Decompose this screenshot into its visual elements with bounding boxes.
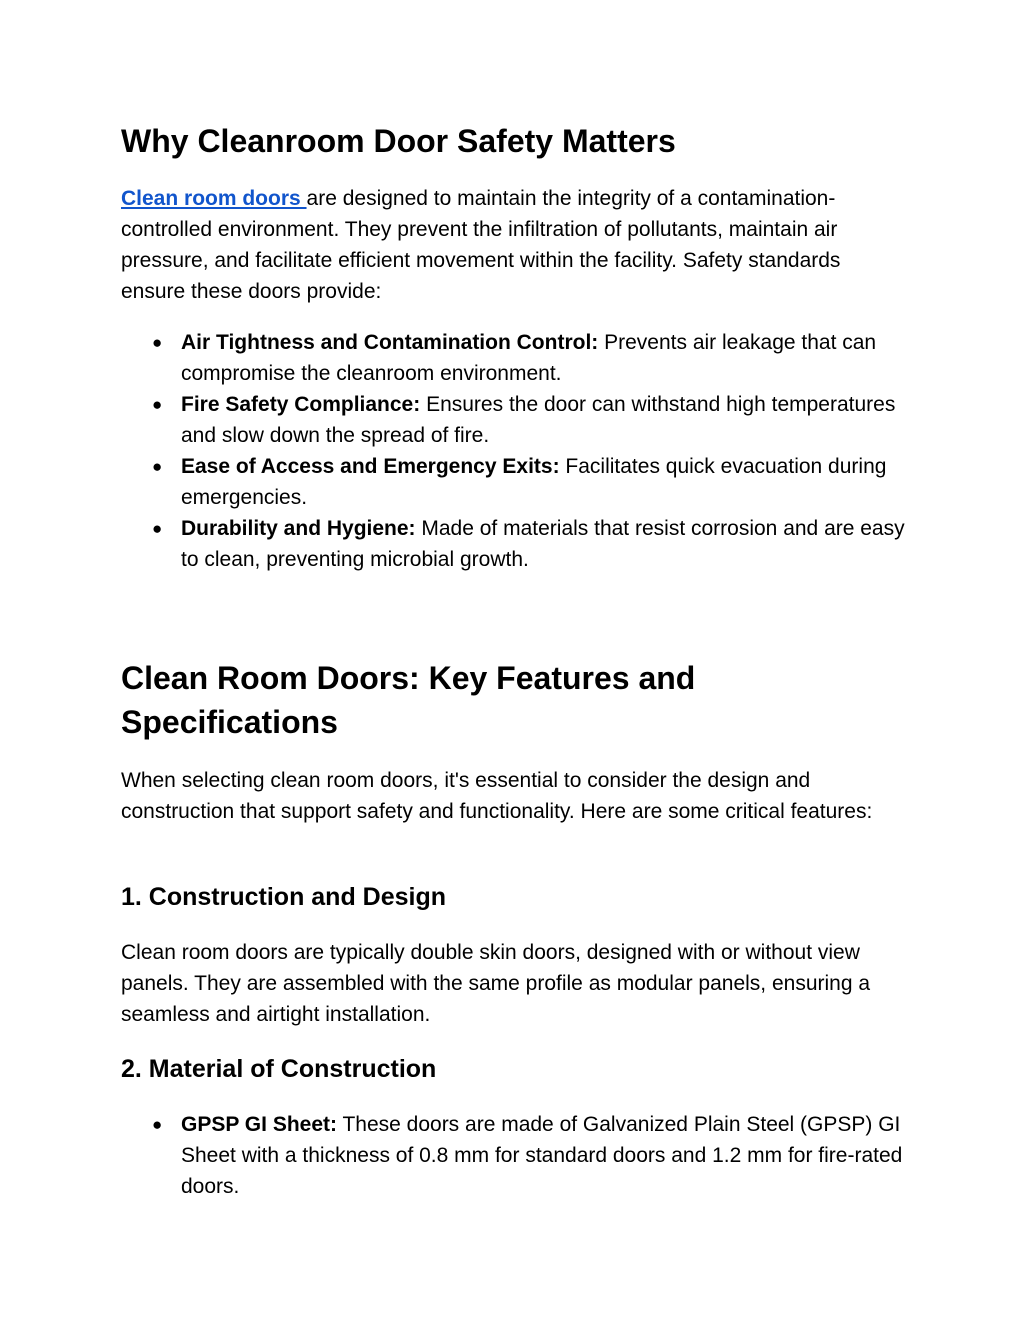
bullet-icon: ● [152, 1115, 163, 1134]
bullet-text: Made of materials that resist corrosion and are easy to clean, preventing microbial growth. [181, 517, 905, 571]
section-heading-safety: Why Cleanroom Door Safety Matters [121, 123, 676, 159]
bullet-icon: ● [152, 395, 163, 414]
safety-bullet-list [121, 327, 906, 575]
clean-room-doors-link[interactable]: Clean room doors [121, 187, 307, 210]
bullet-text: These doors are made of Galvanized Plain Steel (GPSP) GI Sheet with a thickness of 0.8 mm for standard doors and 1.2 mm for fire-rated doors. [181, 1113, 903, 1198]
bullet-icon: ● [152, 333, 163, 352]
subheading-material: 2. Material of Construction [121, 1055, 437, 1083]
bullet-title: GPSP GI Sheet: [181, 1113, 337, 1136]
bullet-icon: ● [152, 519, 163, 538]
bullet-title: Ease of Access and Emergency Exits: [181, 455, 560, 478]
section-heading-features: Clean Room Doors: Key Features and Specifications [121, 660, 696, 740]
list-item [121, 389, 906, 451]
features-intro-paragraph: When selecting clean room doors, it's essential to consider the design and construction that support safety and functionality. Here are some critical features: [121, 769, 873, 823]
bullet-title: Durability and Hygiene: [181, 517, 416, 540]
bullet-text: Prevents air leakage that can compromise the cleanroom environment. [181, 331, 877, 385]
material-bullet-list [121, 1109, 906, 1202]
bullet-title: Fire Safety Compliance: [181, 393, 421, 416]
subheading-construction: 1. Construction and Design [121, 883, 447, 911]
bullet-title: Air Tightness and Contamination Control: [181, 331, 599, 354]
construction-paragraph: Clean room doors are typically double skin doors, designed with or without view panels. They are assembled with the same profile as modular panels, ensuring a seamless and airtight installation. [121, 941, 871, 1026]
list-item [121, 1109, 906, 1202]
intro-text: are designed to maintain the integrity of a contamination-controlled environment. They prevent the infiltration of pollutants, maintain air pressure, and facilitate efficient movement within the facility. Safety standards ensure these doors provide: [121, 187, 841, 303]
list-item [121, 451, 906, 513]
bullet-text: Facilitates quick evacuation during emergencies. [181, 455, 887, 509]
intro-paragraph [121, 183, 906, 307]
list-item [121, 513, 906, 575]
bullet-text: Ensures the door can withstand high temperatures and slow down the spread of fire. [181, 393, 896, 447]
bullet-icon: ● [152, 457, 163, 476]
list-item [121, 327, 906, 389]
